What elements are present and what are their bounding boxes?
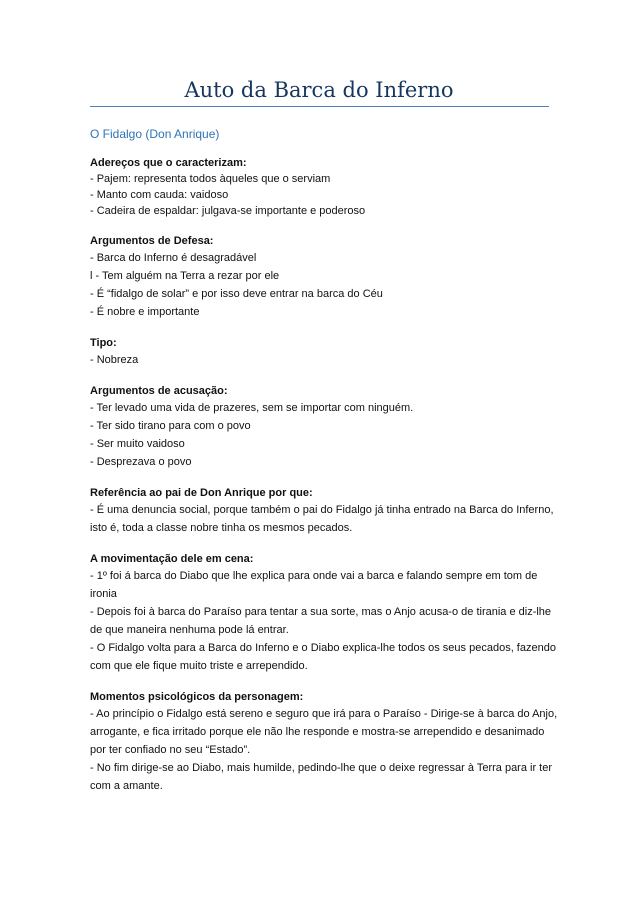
paragraph: - O Fidalgo volta para a Barca do Inferno e o Diabo explica-lhe todos os seus pecados, fazendo com que ele fique muito triste e arrependido. bbox=[90, 642, 556, 672]
list-item: l - Tem alguém na Terra a rezar por ele bbox=[90, 270, 280, 282]
list-item: - Ser muito vaidoso bbox=[90, 438, 185, 450]
list-item: - Barca do Inferno é desagradável bbox=[90, 252, 257, 264]
section-heading: Adereços que o caracterizam: bbox=[90, 157, 247, 169]
paragraph: - 1º foi á barca do Diabo que lhe explica para onde vai a barca e falando sempre em tom de ironia bbox=[90, 570, 538, 600]
list-item: - Pajem: representa todos àqueles que o serviam bbox=[90, 173, 331, 185]
document-body bbox=[90, 126, 560, 795]
list-item: - Cadeira de espaldar: julgava-se importante e poderoso bbox=[90, 205, 366, 217]
title-underline bbox=[90, 106, 549, 107]
paragraph: - Ao princípio o Fidalgo está sereno e seguro que irá para o Paraíso - Dirige-se à barca do Anjo, arrogante, e fica irritado porque ele não lhe responde e mostra-se arrependido e desanimado por ter confiado no seu “Estado”. bbox=[90, 708, 558, 756]
section-heading: A movimentação dele em cena: bbox=[90, 553, 254, 565]
list-item: - É “fidalgo de solar” e por isso deve entrar na barca do Céu bbox=[90, 288, 383, 300]
section-movimentacao bbox=[90, 551, 560, 675]
section-heading: Referência ao pai de Don Anrique por que: bbox=[90, 487, 313, 499]
section-heading: Momentos psicológicos da personagem: bbox=[90, 691, 304, 703]
list-item: - Ter levado uma vida de prazeres, sem se importar com ninguém. bbox=[90, 402, 414, 414]
list-item: - Manto com cauda: vaidoso bbox=[90, 189, 229, 201]
document-title: Auto da Barca do Inferno bbox=[184, 78, 454, 102]
section-acusacao bbox=[90, 383, 560, 471]
list-item: - É nobre e importante bbox=[90, 306, 200, 318]
list-item: - Desprezava o povo bbox=[90, 456, 192, 468]
paragraph: - Depois foi à barca do Paraíso para tentar a sua sorte, mas o Anjo acusa-o de tirania e diz-lhe de que maneira nenhuma pode lá entrar. bbox=[90, 606, 552, 636]
section-heading: Tipo: bbox=[90, 337, 117, 349]
section-psicologicos bbox=[90, 689, 560, 795]
list-item: - Ter sido tirano para com o povo bbox=[90, 420, 251, 432]
section-heading: Argumentos de acusação: bbox=[90, 385, 228, 397]
section-tipo bbox=[90, 335, 560, 369]
section-referencia bbox=[90, 485, 560, 537]
character-subtitle: O Fidalgo (Don Anrique) bbox=[90, 127, 220, 141]
section-aderecos bbox=[90, 155, 560, 219]
list-item: - Nobreza bbox=[90, 354, 139, 366]
paragraph: - No fim dirige-se ao Diabo, mais humilde, pedindo-lhe que o deixe regressar à Terra para ir ter com a amante. bbox=[90, 762, 553, 792]
section-defesa bbox=[90, 233, 560, 321]
paragraph: - É uma denuncia social, porque também o pai do Fidalgo já tinha entrado na Barca do Inferno, isto é, toda a classe nobre tinha os mesmos pecados. bbox=[90, 504, 554, 534]
section-heading: Argumentos de Defesa: bbox=[90, 235, 214, 247]
